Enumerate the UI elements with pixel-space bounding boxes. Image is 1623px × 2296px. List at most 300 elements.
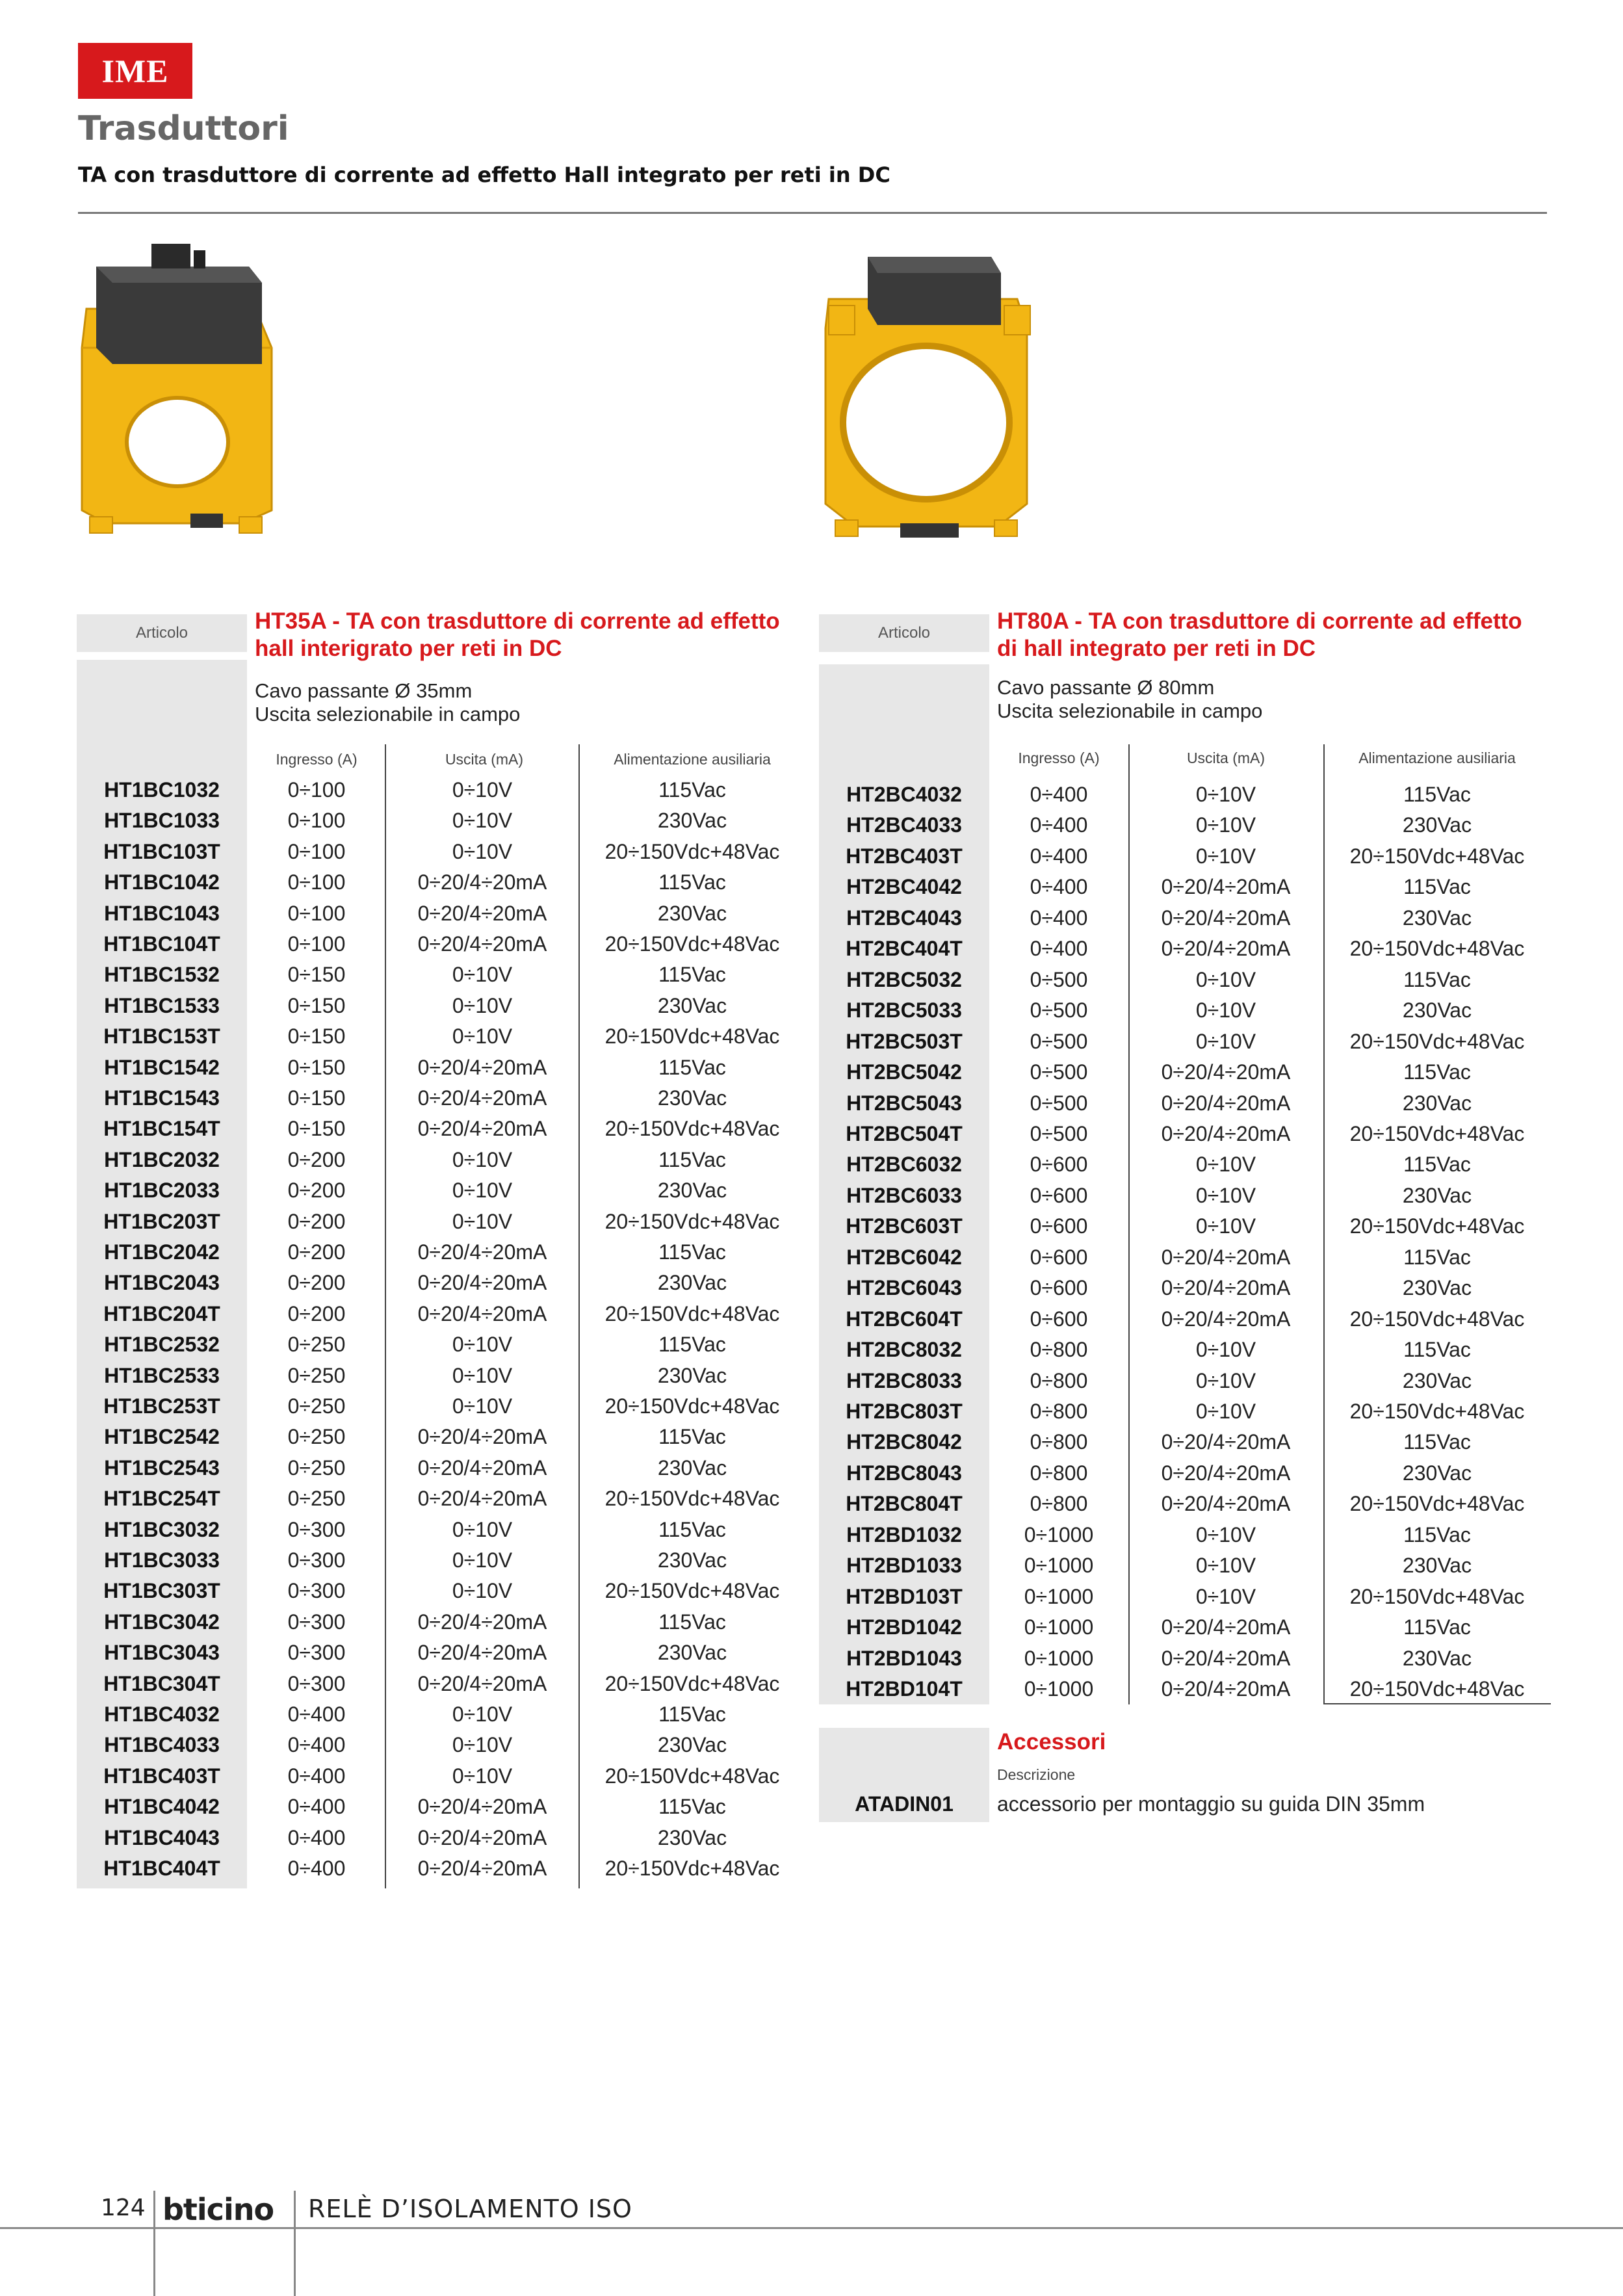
aux-supply: 20÷150Vdc+48Vac bbox=[604, 1117, 780, 1141]
input-range: 0÷250 bbox=[287, 1394, 346, 1418]
article-code: HT1BC2042 bbox=[104, 1240, 220, 1264]
aux-supply: 115Vac bbox=[1403, 1060, 1471, 1084]
output-range: 0÷20/4÷20mA bbox=[417, 1641, 547, 1665]
output-range: 0÷20/4÷20mA bbox=[1161, 1060, 1291, 1084]
aux-supply: 20÷150Vdc+48Vac bbox=[604, 1671, 780, 1695]
table-row bbox=[819, 933, 1557, 965]
aux-supply: 20÷150Vdc+48Vac bbox=[1349, 937, 1525, 961]
article-code: HT2BC803T bbox=[846, 1400, 963, 1423]
input-range: 0÷200 bbox=[287, 1209, 346, 1233]
input-range: 0÷800 bbox=[1030, 1400, 1088, 1423]
input-range: 0÷400 bbox=[1030, 906, 1088, 930]
output-range: 0÷10V bbox=[452, 1179, 513, 1203]
input-range: 0÷100 bbox=[287, 901, 346, 925]
input-range: 0÷1000 bbox=[1024, 1584, 1094, 1608]
article-code: HT2BC6032 bbox=[846, 1153, 962, 1177]
table-row bbox=[819, 1458, 1557, 1489]
table-row bbox=[77, 1515, 814, 1546]
table-row bbox=[77, 1145, 814, 1176]
article-code: HT2BC5042 bbox=[846, 1060, 962, 1084]
aux-supply: 230Vac bbox=[657, 1733, 727, 1757]
input-range: 0÷150 bbox=[287, 1055, 346, 1079]
aux-supply: 230Vac bbox=[657, 1455, 727, 1480]
input-range: 0÷600 bbox=[1030, 1245, 1088, 1269]
input-range: 0÷300 bbox=[287, 1579, 346, 1603]
output-range: 0÷10V bbox=[452, 1209, 513, 1233]
article-code: HT1BC1042 bbox=[104, 870, 220, 894]
input-range: 0÷100 bbox=[287, 809, 346, 833]
aux-supply: 230Vac bbox=[657, 1825, 727, 1849]
input-range: 0÷150 bbox=[287, 1086, 346, 1110]
input-range: 0÷400 bbox=[287, 1764, 346, 1788]
table-row bbox=[819, 903, 1557, 934]
article-code: HT2BC8042 bbox=[846, 1430, 962, 1454]
article-code: HT2BD1032 bbox=[846, 1522, 962, 1546]
input-range: 0÷400 bbox=[287, 1733, 346, 1757]
article-code: HT1BC2533 bbox=[104, 1363, 220, 1387]
col-header-input: Ingresso (A) bbox=[276, 751, 357, 768]
input-range: 0÷200 bbox=[287, 1147, 346, 1171]
article-code: HT2BC6033 bbox=[846, 1183, 962, 1207]
input-range: 0÷100 bbox=[287, 839, 346, 863]
article-code: HT1BC1532 bbox=[104, 963, 220, 987]
aux-supply: 20÷150Vdc+48Vac bbox=[604, 1764, 780, 1788]
aux-supply: 20÷150Vdc+48Vac bbox=[1349, 1029, 1525, 1053]
table-row bbox=[819, 1149, 1557, 1181]
aux-supply: 115Vac bbox=[658, 870, 726, 894]
article-code: HT2BC404T bbox=[846, 937, 963, 961]
article-code: HT2BC5033 bbox=[846, 998, 962, 1023]
article-code: HT1BC103T bbox=[103, 839, 220, 863]
aux-supply: 115Vac bbox=[658, 1795, 726, 1819]
output-range: 0÷20/4÷20mA bbox=[1161, 1307, 1291, 1331]
article-code: HT1BC2532 bbox=[104, 1333, 220, 1357]
input-range: 0÷800 bbox=[1030, 1368, 1088, 1392]
aux-supply: 20÷150Vdc+48Vac bbox=[604, 1857, 780, 1880]
output-range: 0÷20/4÷20mA bbox=[417, 901, 547, 925]
aux-supply: 20÷150Vdc+48Vac bbox=[604, 932, 780, 956]
output-range: 0÷10V bbox=[452, 1147, 513, 1171]
article-code: HT1BC154T bbox=[103, 1117, 220, 1141]
table-row bbox=[77, 1052, 814, 1084]
aux-supply: 230Vac bbox=[1402, 1554, 1472, 1578]
input-range: 0÷600 bbox=[1030, 1153, 1088, 1177]
aux-supply: 230Vac bbox=[657, 901, 727, 925]
table-row bbox=[77, 1175, 814, 1207]
aux-supply: 20÷150Vdc+48Vac bbox=[1349, 1214, 1525, 1238]
aux-supply: 230Vac bbox=[657, 1086, 727, 1110]
table-row bbox=[819, 779, 1557, 811]
table-row bbox=[819, 872, 1557, 903]
output-range: 0÷20/4÷20mA bbox=[417, 1086, 547, 1110]
aux-supply: 230Vac bbox=[657, 1179, 727, 1203]
output-range: 0÷10V bbox=[1195, 1554, 1256, 1578]
output-range: 0÷20/4÷20mA bbox=[1161, 1646, 1291, 1670]
aux-supply: 230Vac bbox=[1402, 998, 1472, 1023]
article-code: HT1BC4032 bbox=[104, 1702, 220, 1726]
output-range: 0÷10V bbox=[1195, 1584, 1256, 1608]
article-code: HT1BC304T bbox=[103, 1671, 220, 1695]
aux-supply: 115Vac bbox=[1403, 1245, 1471, 1269]
table-row bbox=[77, 959, 814, 991]
table-row bbox=[819, 1612, 1557, 1643]
table-title: HT35A - TA con trasduttore di corrente ad effetto hall interigrato per reti in DC bbox=[255, 608, 780, 661]
article-code: HT2BC4043 bbox=[846, 906, 962, 930]
aux-supply: 230Vac bbox=[657, 1641, 727, 1665]
col-header-aux: Alimentazione ausiliaria bbox=[614, 751, 771, 768]
output-range: 0÷20/4÷20mA bbox=[1161, 1091, 1291, 1115]
aux-supply: 115Vac bbox=[658, 1240, 726, 1264]
article-code: HT1BC204T bbox=[103, 1301, 220, 1325]
table-row bbox=[819, 1550, 1557, 1582]
table-row bbox=[819, 1119, 1557, 1150]
article-code: HT1BC253T bbox=[103, 1394, 220, 1418]
output-range: 0÷20/4÷20mA bbox=[417, 1117, 547, 1141]
article-code: HT2BC8032 bbox=[846, 1338, 962, 1362]
article-code: HT1BC3033 bbox=[104, 1548, 220, 1572]
article-code: HT1BC404T bbox=[103, 1857, 220, 1880]
article-code: HT2BC5032 bbox=[846, 967, 962, 991]
output-range: 0÷10V bbox=[452, 778, 513, 802]
output-range: 0÷20/4÷20mA bbox=[417, 932, 547, 956]
input-range: 0÷100 bbox=[287, 778, 346, 802]
table-description: Cavo passante Ø 80mm Uscita selezionabile in campo bbox=[997, 676, 1263, 722]
article-code: HT2BC8043 bbox=[846, 1461, 962, 1485]
table-row bbox=[819, 1242, 1557, 1273]
article-code: HT1BC1542 bbox=[104, 1055, 220, 1079]
input-range: 0÷400 bbox=[287, 1857, 346, 1880]
input-range: 0÷400 bbox=[287, 1825, 346, 1849]
input-range: 0÷800 bbox=[1030, 1461, 1088, 1485]
aux-supply: 115Vac bbox=[658, 778, 726, 802]
aux-supply: 230Vac bbox=[1402, 1183, 1472, 1207]
accessory-code: ATADIN01 bbox=[855, 1792, 954, 1816]
output-range: 0÷10V bbox=[452, 1517, 513, 1541]
table-row bbox=[77, 1576, 814, 1607]
aux-supply: 230Vac bbox=[1402, 1276, 1472, 1300]
table-row bbox=[819, 1211, 1557, 1242]
input-range: 0÷500 bbox=[1030, 1121, 1088, 1145]
input-range: 0÷800 bbox=[1030, 1338, 1088, 1362]
output-range: 0÷20/4÷20mA bbox=[1161, 906, 1291, 930]
article-code: HT2BD1043 bbox=[846, 1646, 962, 1670]
article-code: HT2BC8033 bbox=[846, 1368, 962, 1392]
article-code: HT2BC5043 bbox=[846, 1091, 962, 1115]
article-code: HT2BC4033 bbox=[846, 813, 962, 837]
output-range: 0÷10V bbox=[452, 963, 513, 987]
output-range: 0÷20/4÷20mA bbox=[1161, 1245, 1291, 1269]
table-row bbox=[77, 1268, 814, 1299]
output-range: 0÷10V bbox=[452, 809, 513, 833]
input-range: 0÷150 bbox=[287, 1117, 346, 1141]
table-row bbox=[819, 1335, 1557, 1366]
output-range: 0÷20/4÷20mA bbox=[417, 1455, 547, 1480]
input-range: 0÷500 bbox=[1030, 967, 1088, 991]
aux-supply: 115Vac bbox=[658, 1610, 726, 1634]
input-range: 0÷300 bbox=[287, 1641, 346, 1665]
output-range: 0÷20/4÷20mA bbox=[1161, 1615, 1291, 1639]
input-range: 0÷500 bbox=[1030, 1029, 1088, 1053]
table-title: HT80A - TA con trasduttore di corrente ad effetto di hall integrato per reti in DC bbox=[997, 608, 1522, 661]
table-row bbox=[819, 1427, 1557, 1458]
input-range: 0÷400 bbox=[1030, 937, 1088, 961]
table-row bbox=[77, 1083, 814, 1114]
article-code: HT2BD104T bbox=[846, 1677, 963, 1701]
article-code: HT1BC153T bbox=[103, 1024, 220, 1049]
input-range: 0÷400 bbox=[1030, 844, 1088, 868]
article-code: HT1BC2032 bbox=[104, 1147, 220, 1171]
output-range: 0÷10V bbox=[1195, 1183, 1256, 1207]
input-range: 0÷500 bbox=[1030, 1091, 1088, 1115]
input-range: 0÷250 bbox=[287, 1333, 346, 1357]
table-row bbox=[77, 867, 814, 898]
output-range: 0÷20/4÷20mA bbox=[417, 1795, 547, 1819]
output-range: 0÷10V bbox=[452, 1333, 513, 1357]
output-range: 0÷10V bbox=[1195, 1029, 1256, 1053]
table-row bbox=[77, 1483, 814, 1515]
article-code: HT1BC104T bbox=[103, 932, 220, 956]
table-row bbox=[819, 1643, 1557, 1675]
input-range: 0÷1000 bbox=[1024, 1554, 1094, 1578]
aux-supply: 115Vac bbox=[658, 1702, 726, 1726]
output-range: 0÷10V bbox=[1195, 783, 1256, 806]
ime-logo: IME bbox=[78, 43, 192, 99]
output-range: 0÷20/4÷20mA bbox=[417, 1425, 547, 1449]
table-row bbox=[77, 1669, 814, 1700]
table-row bbox=[819, 1057, 1557, 1088]
output-range: 0÷20/4÷20mA bbox=[1161, 1461, 1291, 1485]
input-range: 0÷1000 bbox=[1024, 1615, 1094, 1639]
aux-supply: 20÷150Vdc+48Vac bbox=[1349, 1121, 1525, 1145]
output-range: 0÷10V bbox=[452, 1363, 513, 1387]
table-row bbox=[77, 1361, 814, 1392]
aux-supply: 115Vac bbox=[658, 1425, 726, 1449]
table-row bbox=[77, 898, 814, 930]
article-code: HT1BC1032 bbox=[104, 778, 220, 802]
aux-supply: 230Vac bbox=[1402, 906, 1472, 930]
article-code: HT2BD1042 bbox=[846, 1615, 962, 1639]
aux-supply: 115Vac bbox=[658, 963, 726, 987]
article-code: HT1BC203T bbox=[103, 1209, 220, 1233]
output-range: 0÷20/4÷20mA bbox=[1161, 875, 1291, 899]
output-range: 0÷20/4÷20mA bbox=[417, 1857, 547, 1880]
aux-supply: 230Vac bbox=[1402, 1091, 1472, 1115]
input-range: 0÷400 bbox=[287, 1795, 346, 1819]
footer-chapter-title: RELÈ D’ISOLAMENTO ISO bbox=[308, 2195, 632, 2223]
aux-supply: 115Vac bbox=[658, 1055, 726, 1079]
article-code: HT2BC603T bbox=[846, 1214, 963, 1238]
aux-supply: 115Vac bbox=[1403, 1338, 1471, 1362]
input-range: 0÷300 bbox=[287, 1610, 346, 1634]
output-range: 0÷20/4÷20mA bbox=[417, 1487, 547, 1511]
aux-supply: 230Vac bbox=[657, 1548, 727, 1572]
output-range: 0÷20/4÷20mA bbox=[1161, 1677, 1291, 1701]
output-range: 0÷20/4÷20mA bbox=[1161, 1276, 1291, 1300]
output-range: 0÷10V bbox=[1195, 998, 1256, 1023]
output-range: 0÷20/4÷20mA bbox=[1161, 1492, 1291, 1516]
col-header-output: Uscita (mA) bbox=[1186, 750, 1266, 766]
table-row bbox=[77, 1207, 814, 1238]
aux-supply: 115Vac bbox=[1403, 783, 1471, 806]
article-code: HT1BC4043 bbox=[104, 1825, 220, 1849]
table-row bbox=[77, 1545, 814, 1576]
page-number: 124 bbox=[101, 2195, 146, 2221]
input-range: 0÷400 bbox=[1030, 783, 1088, 806]
output-range: 0÷10V bbox=[1195, 844, 1256, 868]
table-row bbox=[819, 1181, 1557, 1212]
table-row bbox=[77, 1021, 814, 1052]
article-code: HT2BD103T bbox=[846, 1584, 963, 1608]
input-range: 0÷150 bbox=[287, 993, 346, 1017]
article-code: HT1BC2033 bbox=[104, 1179, 220, 1203]
aux-supply: 115Vac bbox=[658, 1517, 726, 1541]
article-code: HT2BC804T bbox=[846, 1492, 963, 1516]
aux-supply: 20÷150Vdc+48Vac bbox=[1349, 1677, 1525, 1701]
table-row bbox=[77, 991, 814, 1022]
input-range: 0÷250 bbox=[287, 1487, 346, 1511]
input-range: 0÷100 bbox=[287, 932, 346, 956]
accessories-title: Accessori bbox=[997, 1729, 1106, 1755]
input-range: 0÷250 bbox=[287, 1363, 346, 1387]
output-range: 0÷10V bbox=[452, 1394, 513, 1418]
page-subtitle: TA con trasduttore di corrente ad effetto Hall integrato per reti in DC bbox=[78, 163, 890, 187]
aux-supply: 230Vac bbox=[1402, 1646, 1472, 1670]
ht35a-product-image bbox=[77, 237, 285, 543]
table-row bbox=[77, 1453, 814, 1484]
input-range: 0÷200 bbox=[287, 1240, 346, 1264]
input-range: 0÷300 bbox=[287, 1517, 346, 1541]
article-code: HT2BC6043 bbox=[846, 1276, 962, 1300]
table-row bbox=[77, 1730, 814, 1761]
input-range: 0÷400 bbox=[1030, 875, 1088, 899]
output-range: 0÷20/4÷20mA bbox=[417, 1610, 547, 1634]
input-range: 0÷600 bbox=[1030, 1214, 1088, 1238]
col-header-input: Ingresso (A) bbox=[1018, 750, 1100, 766]
article-code: HT2BC403T bbox=[846, 844, 963, 868]
aux-supply: 20÷150Vdc+48Vac bbox=[1349, 1492, 1525, 1516]
article-code: HT1BC303T bbox=[103, 1579, 220, 1603]
input-range: 0÷300 bbox=[287, 1671, 346, 1695]
table-row bbox=[77, 1299, 814, 1330]
output-range: 0÷10V bbox=[452, 1733, 513, 1757]
aux-supply: 115Vac bbox=[1403, 1430, 1471, 1454]
col-header-aux: Alimentazione ausiliaria bbox=[1358, 750, 1516, 766]
aux-supply: 20÷150Vdc+48Vac bbox=[604, 839, 780, 863]
input-range: 0÷800 bbox=[1030, 1430, 1088, 1454]
article-code: HT1BC1043 bbox=[104, 901, 220, 925]
aux-supply: 20÷150Vdc+48Vac bbox=[1349, 1584, 1525, 1608]
output-range: 0÷10V bbox=[1195, 1400, 1256, 1423]
input-range: 0÷200 bbox=[287, 1271, 346, 1295]
aux-supply: 115Vac bbox=[1403, 1522, 1471, 1546]
aux-supply: 230Vac bbox=[657, 1363, 727, 1387]
table-row bbox=[819, 1396, 1557, 1428]
output-range: 0÷20/4÷20mA bbox=[417, 1825, 547, 1849]
table-row bbox=[819, 1304, 1557, 1335]
article-header: Articolo bbox=[77, 614, 247, 652]
output-range: 0÷10V bbox=[452, 1024, 513, 1049]
input-range: 0÷300 bbox=[287, 1548, 346, 1572]
page-title: Trasduttori bbox=[78, 109, 289, 148]
table-row bbox=[77, 1853, 814, 1885]
article-code: HT1BC2043 bbox=[104, 1271, 220, 1295]
aux-supply: 115Vac bbox=[1403, 1153, 1471, 1177]
output-range: 0÷10V bbox=[452, 1764, 513, 1788]
aux-supply: 115Vac bbox=[1403, 1615, 1471, 1639]
aux-supply: 20÷150Vdc+48Vac bbox=[604, 1487, 780, 1511]
table-row bbox=[819, 965, 1557, 996]
input-range: 0÷150 bbox=[287, 963, 346, 987]
table-row bbox=[77, 929, 814, 960]
input-range: 0÷600 bbox=[1030, 1307, 1088, 1331]
input-range: 0÷200 bbox=[287, 1301, 346, 1325]
output-range: 0÷20/4÷20mA bbox=[1161, 1121, 1291, 1145]
input-range: 0÷400 bbox=[1030, 813, 1088, 837]
table-row bbox=[77, 1761, 814, 1792]
aux-supply: 230Vac bbox=[1402, 1461, 1472, 1485]
input-range: 0÷1000 bbox=[1024, 1522, 1094, 1546]
output-range: 0÷20/4÷20mA bbox=[1161, 1430, 1291, 1454]
accessories-desc-label: Descrizione bbox=[997, 1766, 1076, 1783]
table-description: Cavo passante Ø 35mm Uscita selezionabile in campo bbox=[255, 679, 521, 725]
output-range: 0÷20/4÷20mA bbox=[1161, 937, 1291, 961]
col-header-output: Uscita (mA) bbox=[445, 751, 524, 768]
aux-supply: 230Vac bbox=[657, 1271, 727, 1295]
aux-supply: 115Vac bbox=[1403, 967, 1471, 991]
output-range: 0÷10V bbox=[452, 993, 513, 1017]
table-row bbox=[77, 805, 814, 837]
table-row bbox=[77, 1792, 814, 1823]
table-row bbox=[77, 1114, 814, 1145]
aux-supply: 230Vac bbox=[657, 993, 727, 1017]
table-row bbox=[819, 1088, 1557, 1119]
output-range: 0÷10V bbox=[1195, 1522, 1256, 1546]
footer-divider-vertical bbox=[294, 2191, 296, 2296]
article-code: HT1BC1533 bbox=[104, 993, 220, 1017]
input-range: 0÷600 bbox=[1030, 1183, 1088, 1207]
table-row bbox=[77, 1823, 814, 1854]
article-code: HT1BC2542 bbox=[104, 1425, 220, 1449]
table-row bbox=[77, 1607, 814, 1638]
aux-supply: 20÷150Vdc+48Vac bbox=[604, 1579, 780, 1603]
aux-supply: 20÷150Vdc+48Vac bbox=[604, 1209, 780, 1233]
input-range: 0÷1000 bbox=[1024, 1646, 1094, 1670]
table-row bbox=[77, 1637, 814, 1669]
table-row bbox=[819, 1520, 1557, 1551]
input-range: 0÷250 bbox=[287, 1425, 346, 1449]
aux-supply: 115Vac bbox=[1403, 875, 1471, 899]
article-code: HT1BC2543 bbox=[104, 1455, 220, 1480]
input-range: 0÷100 bbox=[287, 870, 346, 894]
table-row bbox=[819, 1582, 1557, 1613]
output-range: 0÷20/4÷20mA bbox=[417, 1271, 547, 1295]
output-range: 0÷20/4÷20mA bbox=[417, 1671, 547, 1695]
input-range: 0÷250 bbox=[287, 1455, 346, 1480]
output-range: 0÷10V bbox=[1195, 813, 1256, 837]
aux-supply: 115Vac bbox=[658, 1147, 726, 1171]
table-row bbox=[77, 1422, 814, 1453]
output-range: 0÷20/4÷20mA bbox=[417, 1055, 547, 1079]
header-divider bbox=[78, 212, 1547, 214]
table-row bbox=[77, 1329, 814, 1361]
aux-supply: 20÷150Vdc+48Vac bbox=[604, 1024, 780, 1049]
aux-supply: 20÷150Vdc+48Vac bbox=[1349, 1307, 1525, 1331]
table-row bbox=[819, 841, 1557, 872]
table-row bbox=[819, 1674, 1557, 1705]
ht80a-product-image bbox=[816, 237, 1037, 549]
table-row bbox=[819, 1366, 1557, 1397]
output-range: 0÷20/4÷20mA bbox=[417, 870, 547, 894]
